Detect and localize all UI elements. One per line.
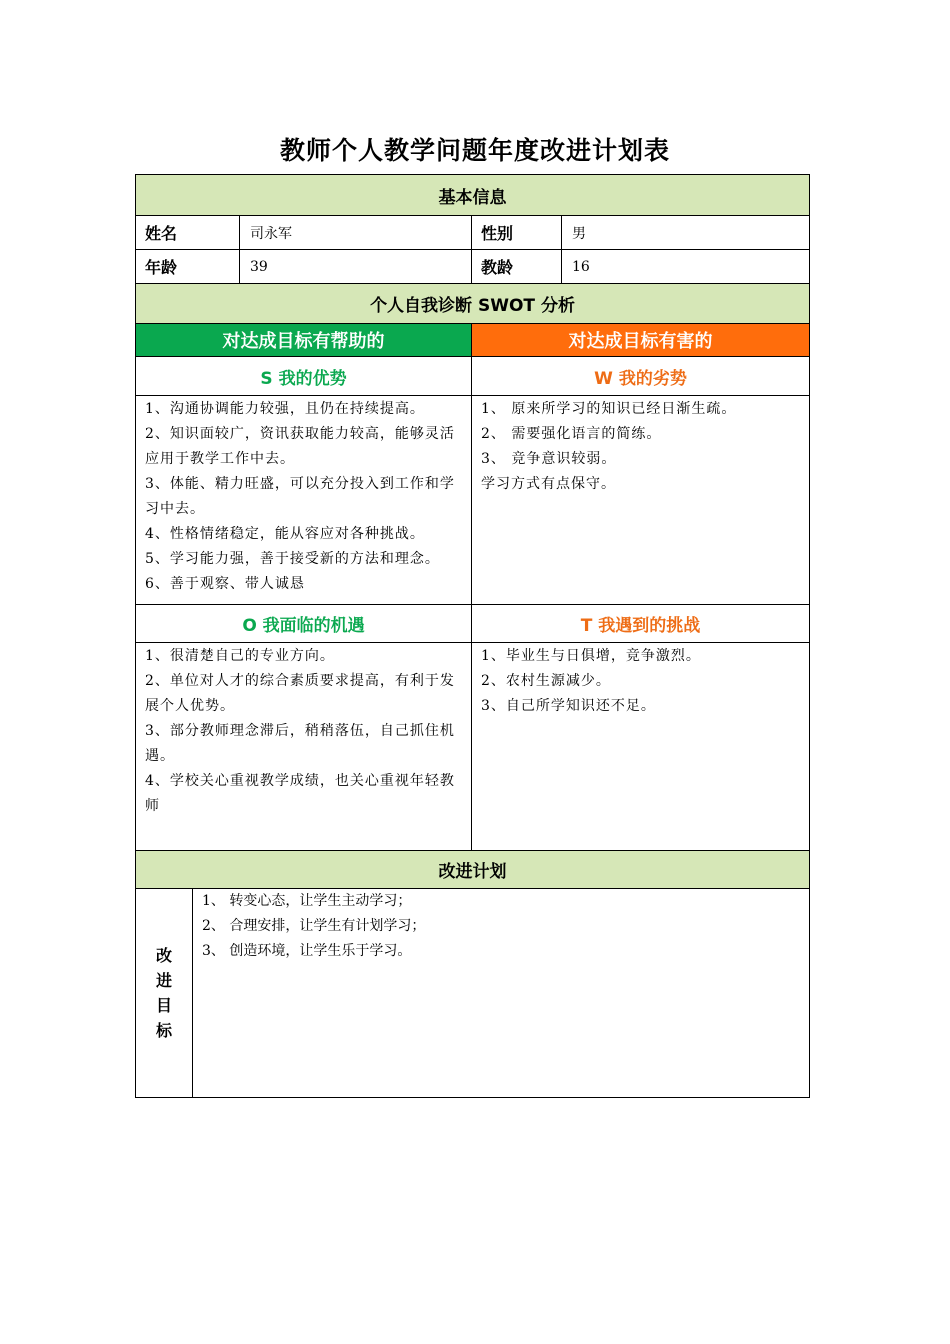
list-item: 1、 原来所学习的知识已经日渐生疏。 <box>481 401 737 417</box>
list-item: 4、性格情绪稳定，能从容应对各种挑战。 <box>145 526 425 542</box>
strengths-title: S 我的优势 <box>136 357 472 396</box>
harmful-header: 对达成目标有害的 <box>472 324 810 357</box>
weaknesses-list <box>472 396 810 605</box>
list-item: 2、 合理安排，让学生有计划学习； <box>202 918 426 934</box>
helpful-header: 对达成目标有帮助的 <box>136 324 472 357</box>
list-item: 3、自己所学知识还不足。 <box>481 698 656 714</box>
basic-info-header: 基本信息 <box>136 175 810 216</box>
list-item: 1、沟通协调能力较强，且仍在持续提高。 <box>145 401 425 417</box>
list-item: 2、 需要强化语言的简练。 <box>481 426 662 442</box>
gender-label: 性别 <box>472 216 562 250</box>
teaching-years-value: 16 <box>562 250 810 284</box>
improvement-plan-header: 改进计划 <box>136 851 810 889</box>
list-item: 1、 转变心态，让学生主动学习； <box>202 893 412 909</box>
list-item: 学习方式有点保守。 <box>481 476 616 492</box>
list-item: 5、学习能力强，善于接受新的方法和理念。 <box>145 551 440 567</box>
list-item: 2、知识面较广，资讯获取能力较高，能够灵活应用于教学工作中去。 <box>145 426 455 467</box>
list-item: 3、 创造环境，让学生乐于学习。 <box>202 943 412 959</box>
page-title: 教师个人教学问题年度改进计划表 <box>279 136 670 165</box>
improvement-goal-list <box>193 889 810 1098</box>
threats-list <box>472 643 810 851</box>
swot-header: 个人自我诊断 SWOT 分析 <box>136 284 810 324</box>
list-item: 3、 竞争意识较弱。 <box>481 451 617 467</box>
improvement-goal-label: 改 进 目 标 <box>136 889 193 1098</box>
opportunities-title: O 我面临的机遇 <box>136 605 472 643</box>
age-value: 39 <box>240 250 472 284</box>
opportunities-list <box>136 643 472 851</box>
threats-title: T 我遇到的挑战 <box>472 605 810 643</box>
list-item: 1、很清楚自己的专业方向。 <box>145 648 335 664</box>
weaknesses-title: W 我的劣势 <box>472 357 810 396</box>
list-item: 1、毕业生与日俱增，竞争激烈。 <box>481 648 701 664</box>
list-item: 4、学校关心重视教学成绩，也关心重视年轻教师 <box>145 773 455 814</box>
list-item: 3、部分教师理念滞后，稍稍落伍，自己抓住机遇。 <box>145 723 455 764</box>
list-item: 2、单位对人才的综合素质要求提高，有利于发展个人优势。 <box>145 673 455 714</box>
list-item: 6、善于观察、带人诚恳 <box>145 576 305 592</box>
gender-value: 男 <box>562 216 810 250</box>
strengths-list <box>136 396 472 605</box>
name-label: 姓名 <box>136 216 240 250</box>
plan-form-table <box>135 174 810 1098</box>
age-label: 年龄 <box>136 250 240 284</box>
list-item: 3、体能、精力旺盛，可以充分投入到工作和学习中去。 <box>145 476 455 517</box>
name-value: 司永军 <box>240 216 472 250</box>
teaching-years-label: 教龄 <box>472 250 562 284</box>
list-item: 2、农村生源减少。 <box>481 673 611 689</box>
